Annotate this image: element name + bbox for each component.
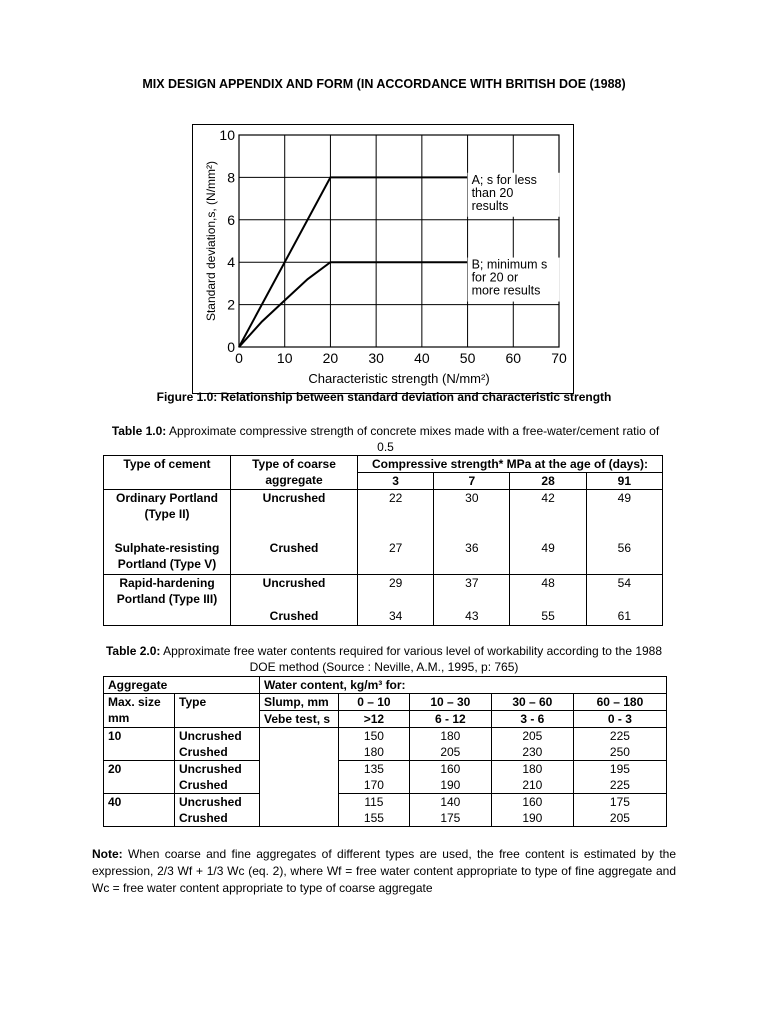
t1-val: 54 [617, 576, 632, 590]
series-label: B; minimum s [471, 257, 548, 272]
t1-val-cell [586, 490, 662, 575]
t2-val: 160 190 [409, 761, 491, 794]
t2-slump-range: 0 – 10 [339, 694, 410, 711]
t1-agg-cell [231, 575, 358, 626]
t1-header-coarse: Type of coarse aggregate [231, 456, 358, 490]
y-tick-label: 2 [227, 296, 235, 313]
t1-agg: Uncrushed [262, 491, 326, 505]
x-tick-label: 30 [368, 350, 384, 366]
figure-frame [192, 124, 574, 394]
x-tick-label: 60 [505, 350, 522, 366]
t1-agg: Crushed [269, 541, 319, 555]
series-label: than 20 [471, 185, 514, 200]
t1-val-cell [510, 575, 586, 626]
t1-val: 48 [541, 576, 555, 590]
t1-val: 36 [465, 541, 479, 555]
table1-caption-text: Approximate compressive strength of concrete mixes made with a free-water/cement ratio of 0.5 [166, 424, 660, 454]
table2 [103, 676, 667, 827]
t1-val-cell [510, 490, 586, 575]
t2-size: 20 [104, 761, 175, 794]
t2-header-max-size: Max. size mm [104, 694, 175, 728]
t2-header-type: Type [175, 694, 260, 728]
t1-agg: Uncrushed [262, 576, 326, 590]
table1-caption [103, 423, 668, 455]
t1-val: 29 [388, 576, 403, 590]
table-row [104, 490, 663, 575]
t1-header-cement: Type of cement [104, 456, 231, 490]
t2-val: 180 205 [409, 728, 491, 761]
t2-vebe-range: 0 - 3 [573, 711, 666, 728]
y-tick-label: 8 [227, 169, 235, 186]
t2-blank [260, 728, 339, 827]
t1-agg-cell [231, 490, 358, 575]
x-tick-label: 70 [551, 350, 567, 366]
table1 [103, 455, 663, 626]
x-tick-label: 40 [414, 350, 430, 366]
t2-header-aggregate: Aggregate [104, 677, 260, 694]
t2-val: 150 180 [339, 728, 410, 761]
t2-type: Uncrushed [179, 762, 242, 776]
y-tick-label: 6 [227, 211, 235, 228]
t1-val: 27 [388, 541, 403, 555]
series-label: A; s for less [471, 172, 537, 187]
t2-val: 135 170 [339, 761, 410, 794]
t2-size: 40 [104, 794, 175, 827]
table2-caption [92, 643, 676, 675]
t2-val: 175 205 [573, 794, 666, 827]
x-tick-label: 0 [235, 350, 243, 366]
t1-agg: Crushed [269, 609, 319, 623]
t2-val: 180 210 [491, 761, 573, 794]
note [92, 846, 676, 897]
table2-caption-label: Table 2.0: [105, 644, 161, 658]
t2-val: 160 190 [491, 794, 573, 827]
t1-val: 55 [541, 609, 555, 623]
x-tick-label: 20 [322, 350, 339, 366]
t1-val: 42 [541, 491, 555, 505]
note-label: Note: [92, 847, 123, 861]
t2-header-slump: Slump, mm [260, 694, 339, 711]
series-label: results [471, 198, 509, 213]
table1-caption-label: Table 1.0: [111, 424, 167, 438]
t1-val: 49 [541, 541, 555, 555]
t1-val: 49 [617, 491, 632, 505]
page-title: MIX DESIGN APPENDIX AND FORM (IN ACCORDANCE WITH BRITISH DOE (1988) [142, 77, 626, 91]
table2-caption-text: Approximate free water contents required for various level of workability according to the 1988 DOE method (Source : Neville, A.M., 1995, p: 765) [160, 644, 663, 674]
t1-cement-name: Rapid-hardening Portland (Type III) [116, 576, 218, 606]
t1-day-28: 28 [510, 473, 586, 490]
t2-type: Crushed [179, 745, 228, 759]
t1-cement-name-2: Sulphate-resisting Portland (Type V) [114, 541, 220, 571]
t1-day-7: 7 [434, 473, 510, 490]
y-axis-label: Standard deviation,s, (N/mm²) [204, 160, 218, 322]
t2-types [175, 728, 260, 761]
t1-cement-cell [104, 490, 231, 575]
t1-val-cell [586, 575, 662, 626]
y-tick-label: 10 [219, 127, 235, 143]
y-tick-label: 4 [227, 254, 235, 271]
series-label: for 20 or [471, 270, 519, 285]
t1-header-strength: Compressive strength* MPa at the age of (days): [358, 456, 663, 473]
t1-val: 61 [617, 609, 632, 623]
t2-val: 225 250 [573, 728, 666, 761]
t1-val: 30 [465, 491, 479, 505]
t1-val-cell [434, 490, 510, 575]
chart [193, 125, 572, 392]
t2-val: 195 225 [573, 761, 666, 794]
x-tick-label: 50 [459, 350, 476, 366]
t2-header-vebe: Vebe test, s [260, 711, 339, 728]
t1-val: 34 [388, 609, 403, 623]
figure-caption: Figure 1.0: Relationship between standard deviation and characteristic strength [156, 390, 612, 404]
t2-size: 10 [104, 728, 175, 761]
t1-val: 43 [465, 609, 479, 623]
t1-val-cell [358, 575, 434, 626]
t2-slump-range: 30 – 60 [491, 694, 573, 711]
y-tick-label: 0 [227, 339, 235, 355]
t1-cement-cell [104, 575, 231, 626]
table-row [104, 575, 663, 626]
x-axis-label: Characteristic strength (N/mm²) [308, 371, 490, 386]
table-row [104, 794, 667, 827]
t1-val-cell [434, 575, 510, 626]
t2-header-water: Water content, kg/m³ for: [260, 677, 667, 694]
t2-types [175, 761, 260, 794]
t1-val: 22 [388, 491, 403, 505]
note-text: When coarse and fine aggregates of different types are used, the free content is estimated by the expression, 2/3 Wf + 1/3 Wc (eq. 2), where Wf = free water content appropriate to type of fine aggregate and Wc = free water content appropriate to type of coarse aggregate [92, 847, 676, 895]
t2-type: Uncrushed [179, 795, 242, 809]
t1-val: 37 [465, 576, 479, 590]
plot-area [239, 135, 559, 347]
t1-day-3: 3 [358, 473, 434, 490]
t1-val-cell [358, 490, 434, 575]
t1-day-91: 91 [586, 473, 662, 490]
t2-type: Crushed [179, 811, 228, 825]
t2-val: 115 155 [339, 794, 410, 827]
t1-cement-name: Ordinary Portland (Type II) [115, 491, 219, 521]
t2-type: Uncrushed [179, 729, 242, 743]
t2-vebe-range: 3 - 6 [491, 711, 573, 728]
t1-val: 56 [617, 541, 632, 555]
x-tick-label: 10 [276, 350, 293, 366]
t2-type: Crushed [179, 778, 228, 792]
table-row [104, 728, 667, 761]
t2-val: 140 175 [409, 794, 491, 827]
table-row [104, 761, 667, 794]
t2-slump-range: 10 – 30 [409, 694, 491, 711]
t2-val: 205 230 [491, 728, 573, 761]
series-label: more results [471, 283, 541, 298]
t2-vebe-range: 6 - 12 [409, 711, 491, 728]
t2-types [175, 794, 260, 827]
t2-vebe-range: >12 [339, 711, 410, 728]
t2-slump-range: 60 – 180 [573, 694, 666, 711]
